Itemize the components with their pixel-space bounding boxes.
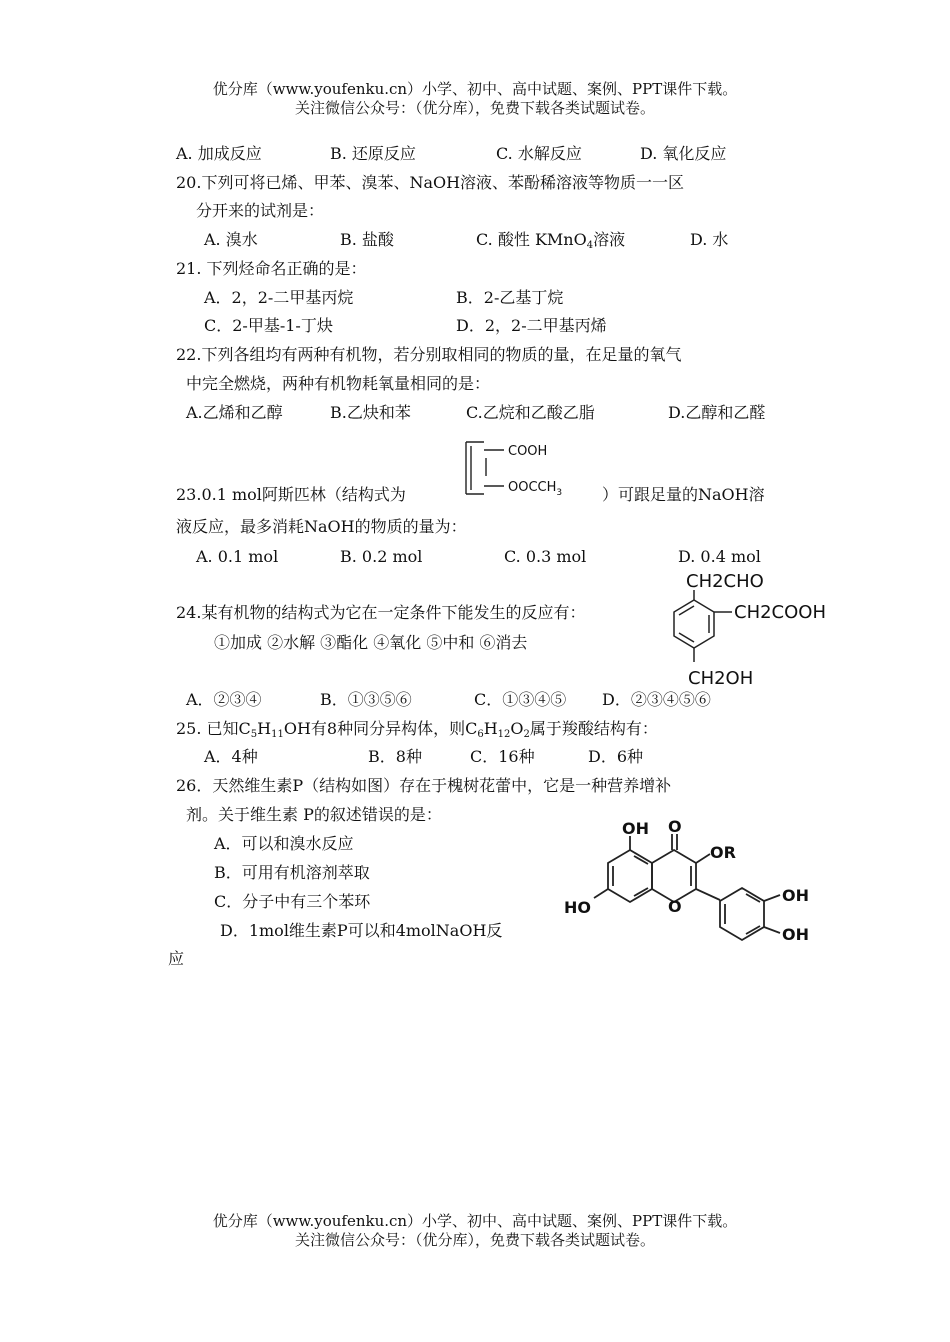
aspirin-structure bbox=[458, 436, 608, 504]
q26-option-c: C．分子中有三个苯环 bbox=[214, 892, 371, 911]
vitamin-p-oh-top-label: OH bbox=[622, 819, 649, 838]
q23-stem-part-a: 23.0.1 mol阿斯匹林（结构式为 bbox=[176, 485, 406, 504]
q19-option-d: D. 氧化反应 bbox=[640, 144, 727, 163]
vitamin-p-oh-right-2-label: OH bbox=[782, 925, 809, 944]
q19-option-b: B. 还原反应 bbox=[330, 144, 416, 163]
q25-option-d: D．6种 bbox=[588, 747, 644, 766]
q24-option-a: A．②③④ bbox=[186, 690, 262, 709]
q24-option-c: C．①③④⑤ bbox=[474, 690, 567, 709]
q24-option-b: B．①③⑤⑥ bbox=[320, 690, 412, 709]
vitamin-p-oh-right-1-label: OH bbox=[782, 886, 809, 905]
q24-stem: 24.某有机物的结构式为它在一定条件下能发生的反应有： bbox=[176, 603, 586, 622]
q21-option-c: C．2-甲基-1-丁炔 bbox=[204, 316, 333, 335]
q24-option-d: D．②③④⑤⑥ bbox=[602, 690, 711, 709]
q23-option-a: A. 0.1 mol bbox=[196, 547, 279, 566]
q22-option-a: A.乙烯和乙醇 bbox=[186, 403, 283, 422]
q20-option-b: B. 盐酸 bbox=[340, 230, 394, 249]
q20-stem-line-2: 分开来的试剂是： bbox=[196, 201, 325, 220]
q25-stem: 25. 已知$C_5H_{11}OH$有8种同分异构体，则$C_6H_{12}O_2$属于羧酸结构有： bbox=[176, 719, 658, 740]
header-line-1: 优分库（www.youfenku.cn）小学、初中、高中试题、案例、PPT课件下载。 bbox=[212, 80, 738, 98]
q21-option-d: D．2，2-二甲基丙烯 bbox=[456, 316, 607, 335]
q22-option-b: B.乙炔和苯 bbox=[330, 403, 411, 422]
q22-option-d: D.乙醇和乙醛 bbox=[668, 403, 766, 422]
q23-option-b: B. 0.2 mol bbox=[340, 547, 423, 566]
q25-option-c: C．16种 bbox=[470, 747, 535, 766]
vitamin-p-carbonyl-label: O bbox=[668, 817, 682, 836]
q24-structure bbox=[664, 568, 826, 692]
q20-option-c: C. 酸性 KMnO$_4$溶液 bbox=[476, 230, 626, 251]
q25-option-a: A．4种 bbox=[204, 747, 258, 766]
q24-ch2oh-label: CH2OH bbox=[688, 668, 754, 689]
q24-ch2cho-label: CH2CHO bbox=[686, 571, 764, 592]
q20-stem-line-1: 20.下列可将已烯、甲苯、溴苯、NaOH溶液、苯酚稀溶液等物质一一区 bbox=[176, 173, 685, 192]
q23-option-d: D. 0.4 mol bbox=[678, 547, 761, 566]
q24-reactions: ①加成 ②水解 ③酯化 ④氧化 ⑤中和 ⑥消去 bbox=[214, 633, 528, 652]
q26-option-d: D．1mol维生素P可以和4molNaOH反 bbox=[220, 921, 503, 940]
q23-stem-line-2: 液反应，最多消耗NaOH的物质的量为： bbox=[176, 517, 467, 536]
vitamin-p-ho-left-label: HO bbox=[564, 898, 591, 917]
vitamin-p-ring-o-label: O bbox=[668, 897, 682, 916]
q26-stem-line-1: 26．天然维生素P（结构如图）存在于槐树花蕾中，它是一种营养增补 bbox=[176, 776, 672, 795]
q20-option-d: D. 水 bbox=[690, 230, 729, 249]
q23-option-c: C. 0.3 mol bbox=[504, 547, 587, 566]
aspirin-cooh-label: COOH bbox=[508, 444, 548, 459]
q19-option-a: A. 加成反应 bbox=[176, 144, 262, 163]
q26-option-d-tail: 应 bbox=[168, 949, 185, 968]
q21-option-b: B．2-乙基丁烷 bbox=[456, 288, 564, 307]
q22-option-c: C.乙烷和乙酸乙脂 bbox=[466, 403, 595, 422]
q21-option-a: A．2，2-二甲基丙烷 bbox=[204, 288, 354, 307]
q24-ch2cooh-label: CH2COOH bbox=[734, 602, 826, 623]
q26-stem-line-2: 剂。关于维生素 P的叙述错误的是： bbox=[186, 805, 442, 824]
q22-stem-line-2: 中完全燃烧，两种有机物耗氧量相同的是： bbox=[186, 374, 491, 393]
q26-option-a: A．可以和溴水反应 bbox=[214, 834, 354, 853]
q22-stem-line-1: 22.下列各组均有两种有机物，若分别取相同的物质的量，在足量的氧气 bbox=[176, 345, 682, 364]
q25-option-b: B．8种 bbox=[368, 747, 422, 766]
aspirin-ester-label: $OOCCH_3$ bbox=[508, 480, 563, 498]
vitamin-p-or-label: OR bbox=[710, 843, 736, 862]
footer-line-1: 优分库（www.youfenku.cn）小学、初中、高中试题、案例、PPT课件下载。 bbox=[212, 1212, 738, 1230]
q19-option-c: C. 水解反应 bbox=[496, 144, 582, 163]
footer-line-2: 关注微信公众号：（优分库），免费下载各类试题试卷。 bbox=[294, 1231, 655, 1249]
q20-option-a: A. 溴水 bbox=[204, 230, 258, 249]
vitamin-p-structure bbox=[560, 812, 830, 962]
q23-stem-part-b: ）可跟足量的NaOH溶 bbox=[602, 485, 765, 504]
q26-option-b: B．可用有机溶剂萃取 bbox=[214, 863, 370, 882]
q21-stem: 21. 下列烃命名正确的是： bbox=[176, 259, 367, 278]
header-line-2: 关注微信公众号：（优分库），免费下载各类试题试卷。 bbox=[294, 99, 655, 117]
